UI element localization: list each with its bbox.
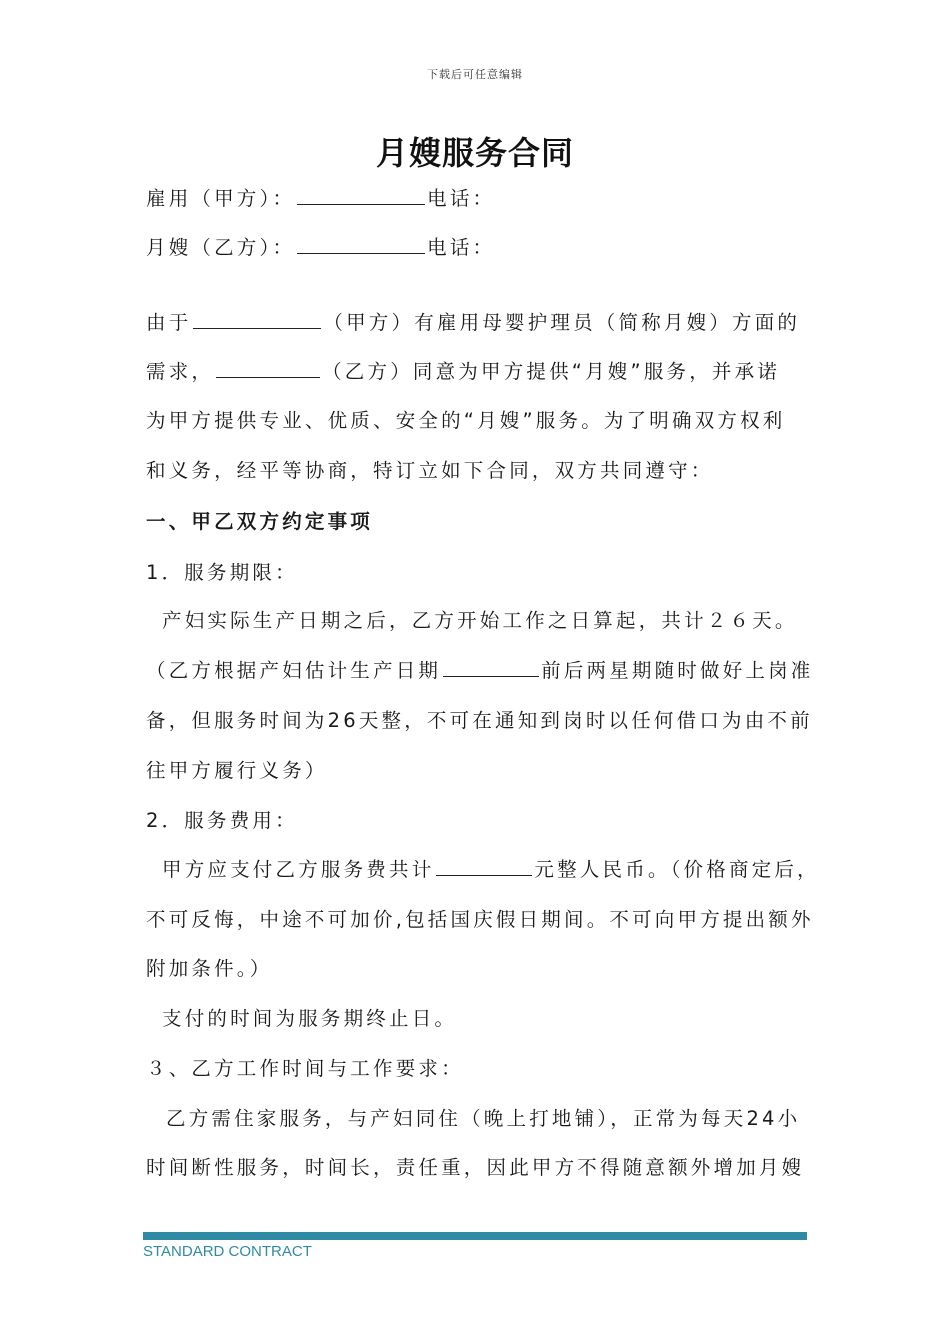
item-1-heading: 1．服务期限： <box>146 561 298 584</box>
intro-line-1 <box>146 308 800 338</box>
item-1-line-2 <box>146 656 814 686</box>
item-2-line-4: 支付的时间为服务期终止日。 <box>162 1007 458 1030</box>
item-2-text: 元整人民币。（价格商定后， <box>534 858 820 881</box>
intro-blank-1 <box>193 308 321 329</box>
intro-blank-2 <box>216 357 320 378</box>
intro-line-3: 为甲方提供专业、优质、安全的“月嫂”服务。为了明确双方权利 <box>146 409 786 432</box>
party-a-label: 雇用（甲方）： <box>146 187 296 210</box>
header-note: 下载后可任意编辑 <box>427 68 523 81</box>
party-b-phone-label: 电话： <box>427 236 496 259</box>
item-2-text: 甲方应支付乙方服务费共计 <box>162 858 435 881</box>
item-3-heading: ３、乙方工作时间与工作要求： <box>146 1057 464 1080</box>
intro-text: （乙方）同意为甲方提供“月嫂”服务，并承诺 <box>322 360 781 383</box>
intro-text: （甲方）有雇用母婴护理员（简称月嫂）方面的 <box>323 311 801 334</box>
item-1-line-4: 往甲方履行义务） <box>146 759 328 782</box>
party-a-line <box>146 184 495 214</box>
item-1-text: 前后两星期随时做好上岗准 <box>541 659 814 682</box>
intro-text: 由于 <box>146 311 192 334</box>
footer-label: STANDARD CONTRACT <box>143 1243 312 1260</box>
due-date-blank <box>443 656 539 677</box>
party-a-phone-label: 电话： <box>427 187 496 210</box>
intro-line-2 <box>146 357 780 387</box>
party-b-label: 月嫂（乙方）： <box>146 236 296 259</box>
item-1-text: （乙方根据产妇估计生产日期 <box>146 659 442 682</box>
footer-bar <box>143 1232 807 1240</box>
intro-line-4: 和义务，经平等协商，特订立如下合同，双方共同遵守： <box>146 459 714 482</box>
item-2-line-1 <box>162 855 820 885</box>
document-title: 月嫂服务合同 <box>375 134 574 172</box>
item-2-line-2: 不可反悔，中途不可加价,包括国庆假日期间。不可向甲方提出额外 <box>146 908 814 931</box>
section-1-heading: 一、甲乙双方约定事项 <box>146 510 374 533</box>
item-3-line-2: 时间断性服务，时间长，责任重，因此甲方不得随意额外增加月嫂 <box>146 1156 805 1179</box>
item-2-line-3: 附加条件。） <box>146 957 273 980</box>
fee-blank <box>436 855 532 876</box>
item-1-line-3: 备，但服务时间为26天整，不可在通知到岗时以任何借口为由不前 <box>146 709 813 732</box>
party-b-line <box>146 233 495 263</box>
party-b-name-blank <box>297 233 425 254</box>
item-1-line-1: 产妇实际生产日期之后，乙方开始工作之日算起，共计２６天。 <box>162 609 798 632</box>
item-2-heading: 2．服务费用： <box>146 809 298 832</box>
intro-text: 需求， <box>146 360 215 383</box>
item-3-line-1: 乙方需住家服务，与产妇同住（晚上打地铺），正常为每天24小 <box>166 1107 801 1130</box>
party-a-name-blank <box>297 184 425 205</box>
